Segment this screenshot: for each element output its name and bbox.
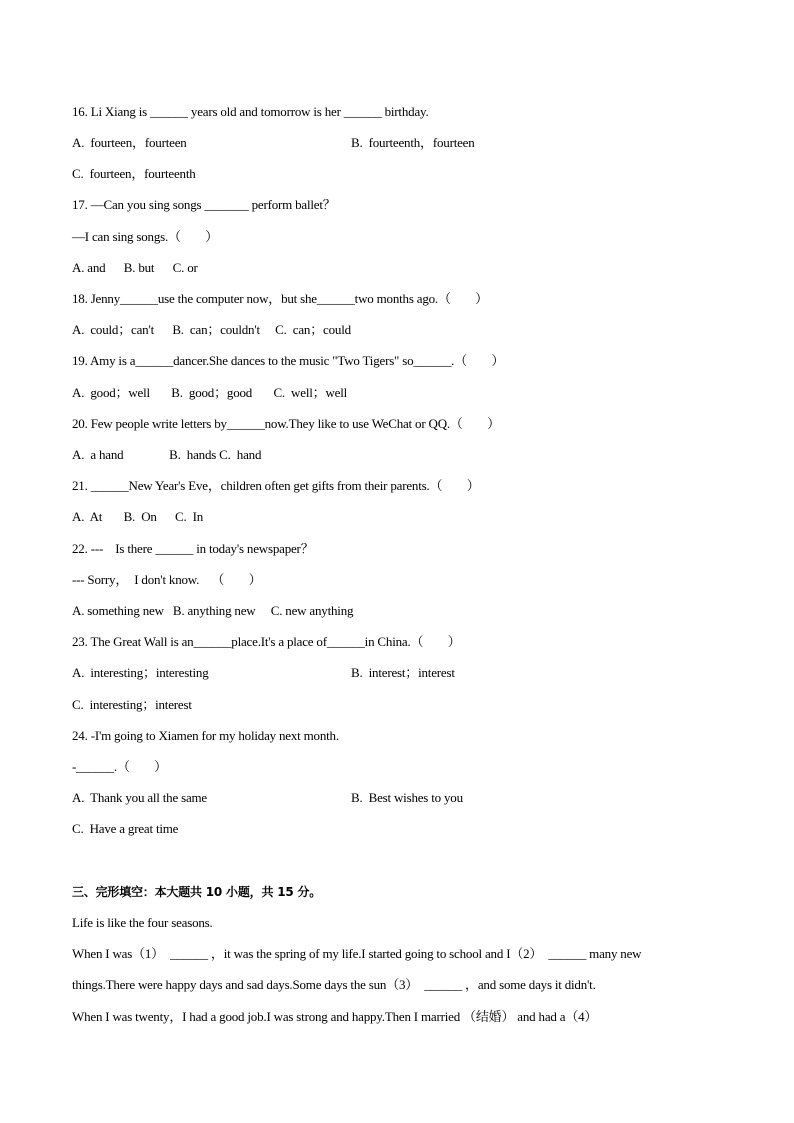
passage-line-4: When I was twenty，I had a good job.I was strong and happy.Then I married （结婚） and had a（4） [72, 1009, 598, 1024]
question-23-option-a: A. interesting；interesting [72, 665, 209, 680]
question-19-options: A. good；well B. good；good C. well；well [72, 385, 348, 400]
question-16-option-c: C. fourteen，fourteenth [72, 166, 196, 181]
question-24-option-c: C. Have a great time [72, 821, 179, 836]
question-16-stem: 16. Li Xiang is ______ years old and tomorrow is her ______ birthday. [72, 104, 429, 119]
question-19-stem: 19. Amy is a______dancer.She dances to the music "Two Tigers" so______.（ ） [72, 353, 505, 368]
question-24-option-b: B. Best wishes to you [351, 790, 463, 805]
question-17-stem: 17. —Can you sing songs _______ perform ballet？ [72, 197, 336, 212]
question-17-answer-line: —I can sing songs.（ ） [72, 229, 219, 244]
question-16-option-b: B. fourteenth，fourteen [351, 135, 475, 150]
passage-line-3: things.There were happy days and sad days.Some days the sun（3） ______ ，and some days it didn't. [72, 977, 596, 992]
passage-line-1: Life is like the four seasons. [72, 915, 213, 930]
question-24-answer-line: -______.（ ） [72, 759, 167, 774]
question-24-option-a: A. Thank you all the same [72, 790, 208, 805]
question-20-stem: 20. Few people write letters by______now.They like to use WeChat or QQ.（ ） [72, 416, 500, 431]
question-22-answer-line: --- Sorry， I don't know. （ ） [72, 572, 262, 587]
question-22-stem: 22. --- Is there ______ in today's newspaper？ [72, 541, 314, 556]
question-16-option-a: A. fourteen，fourteen [72, 135, 187, 150]
section-heading: 三、完形填空：本大题共 10 小题，共 15 分。 [72, 885, 322, 899]
question-21-stem: 21. ______New Year's Eve，children often get gifts from their parents.（ ） [72, 478, 480, 493]
question-18-options: A. could；can't B. can；couldn't C. can；could [72, 322, 351, 337]
question-18-stem: 18. Jenny______use the computer now，but she______two months ago.（ ） [72, 291, 488, 306]
question-22-options: A. something new B. anything new C. new anything [72, 603, 354, 618]
question-17-options: A. and B. but C. or [72, 260, 198, 275]
question-23-option-c: C. interesting；interest [72, 697, 192, 712]
question-23-option-b: B. interest；interest [351, 665, 455, 680]
passage-line-2: When I was（1） ______ ，it was the spring of my life.I started going to school and I（2） ______ many new [72, 946, 642, 961]
question-23-stem: 23. The Great Wall is an______place.It's a place of______in China.（ ） [72, 634, 461, 649]
question-21-options: A. At B. On C. In [72, 509, 204, 524]
question-20-options: A. a hand B. hands C. hand [72, 447, 262, 462]
question-24-stem: 24. -I'm going to Xiamen for my holiday next month. [72, 728, 339, 743]
